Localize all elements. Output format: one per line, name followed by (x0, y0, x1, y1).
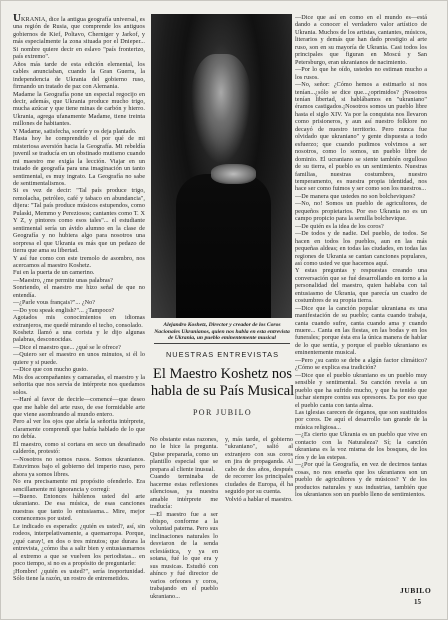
paragraph: —Haré al favor de decirle—comencé—que deseo que me hable del arte ruso, de ese formidable arte que viene asombrando al mundo entero. (13, 396, 145, 419)
paragraph: y, más tarde, el gobierno "ukraniano", salió al extranjero con sus coros en jira de propaganda. Al cabo de dos años, después de recorrer los principales ciudades de Europa, él ha seguido por su cuenta. (225, 436, 293, 496)
paragraph: Cuando terminaba de hacerme estas reflexiones silenciosas, ya nuestra amable intérprete me traducía: (150, 473, 218, 511)
paragraph: Agotados mis conocimientos en idiomas extranjeros, me quedé mirando el techo, consolado. (13, 314, 145, 329)
portrait-photo (151, 14, 292, 318)
photo-caption: Alejandro Koshetz, Director y creador de los Coros Nacionales Ukranianos, quien nos habla en esta entrevista de Ukrania, un pueblo eminentemente musical (154, 322, 290, 342)
paragraph: ¡Hombre! ¿quién es usted?", sería inoportunidad. Sólo tiene la razón, un rostro de entremetidos. (13, 567, 145, 582)
paragraph: Koshetz llamó a una corista y le dijo algunas palabras, desconocidas. (13, 329, 145, 344)
drop-cap: U (13, 14, 21, 24)
paragraph: —Dice que la canción popular ukraniana es una manifestación de su pueblo; canta cuando trabaja, canta cuando sufre, canta cuando ama y cuando muere... Canta en las fiestas, en las bodas y en los funerales; porque ésta era la única manera de hablar de lo que sentía, y porque el pueblo ukraniano es eminentemente musical. (295, 304, 427, 357)
paragraph: Mis dos acompañantes y camaradas, el maestro y la señorita que nos servía de intérprete nos quedamos solos. (13, 373, 145, 396)
paragraph: —¿Parle vous français?"... ¿No? (13, 299, 96, 307)
portrait-body (176, 174, 271, 318)
paragraph: —No, no! Somos un pueblo de agricultores, de pequeños propietarios. Por eso Ukrania no es un campo propicio para la semilla bolchevique. (295, 200, 427, 223)
middle-left-text-column (150, 436, 218, 606)
paragraph: —Nosotros no somos rusos. Somos ukranianos. Estuvimos bajo el gobierno del imperio ruso, pero ahora ya somos libres. (13, 455, 145, 478)
paragraph: Le indicado es esperado: ¿quién es usted?, así, sin rodeos, interpelativamente, a quemarropa. Porque, ¿qué caray!, en dos o tres minutos; que durara la entrevista, ¿cómo iba a salir bien y entusiasmarnos al extremo a que se vuelven los periodistas... en poco tiempo, si no es a propósito de preguntarle: (13, 522, 145, 568)
paragraph: Madame la Geografía pone un especial regocijo en decir, además, que Ukrania produce mucho trigo, mucha azúcar y que tiene minas de carbón y hierro. Ukrania, agrega ufanamente Madame, tiene treinta millones de habitantes. (13, 90, 145, 128)
paragraph: UKRANIA, dice la antigua geografía universal, es una región de Rusia, que comprende los antiguos gobiernos de Kief, Poltavo, Cherniger y Jarkof, y más especialmente la zona situada por el Dnieper... Si nombre quiere decir en eslavo "país fronterizo, país extremo". (13, 14, 145, 61)
paragraph: —Do you speak english?"... ¿Tampoco? (13, 306, 115, 314)
divider (154, 343, 290, 344)
paragraph: Y estas preguntas y respuestas creando una conversación que se fué desarrollando en torno a la personalidad del maestro, quien hablaba con tal entusiasmo de Ukrania, que parecía un cuadro de costumbres de su propia tierra. (295, 267, 427, 305)
paragraph: —Quiero ser el maestro en unos minutos, si él lo quiere y si puede. (13, 351, 145, 366)
paragraph: —Dice que así en como en el mundo es—está dando a conocer el verdadero valor artístico de Ukrania. Muchos de los artistas, cantantes, músicos, literarios y demás que han dado prestigio al arte ruso, son en su mayoría de Ukrania. Casi todos los principales que figuran en Moscú y San Petersburgo, eran ukranianos de nacimiento. (295, 14, 427, 66)
paragraph: —Dice que el pueblo ukraniano es un pueblo muy sensible y sentimental. Su canción revela a un pueblo que ha sufrido mucho, y que ha tenido que luchar siempre contra sus opresores. Es por eso que el pueblo canta con tanta alma. (295, 371, 427, 409)
paragraph: —¿Es cierto que Ukrania es un pueblo que vive en contacto con la Naturaleza? Sí; la canción ukraniana es la voz misma de los bosques, de los ríos y de las estepas. (295, 431, 427, 461)
paragraph: —¿Por qué la Geografía, en vez de decirnos tantas cosas, no nos enseña que los ukranianos son un pueblo de agricultores y de músicos? Y de los productos naturales y sus industrias, también que los ukranianos son un pueblo lleno de sentimientos. (295, 461, 427, 498)
magazine-brand: JUBILO (400, 586, 432, 595)
article-headline: El Maestro Koshetz nos habla de su País Musical (150, 366, 295, 399)
paragraph: El maestro, como si cortara en seco un desafinado calderón, protestó: (13, 440, 145, 456)
paragraph: —De todos y de nadie. Del pueblo, de todos. Se hacen en todos los pueblos, aun en las más pequeñas aldeas; en todas las ciudades, en todas las regiones de Ukrania se cantan canciones populares, así como usted ve que hacemos aquí. (295, 230, 427, 267)
paragraph: Años más tarde de esta edición elemental, los cables anunciaban, cuando la Gran Guerra, la independencia de Ukrania del gobierno ruso, firmando un tratado de paz con Alemania. (13, 60, 145, 91)
paragraph: —Dice el maestro que... ¿qué se le ofrece? (13, 343, 121, 351)
paragraph: Las iglesias carecen de órganos, que son sustituidos por coros. De aquí el desarrollo tan grande de la música religiosa... (295, 409, 427, 431)
paragraph: —Por lo que he oído, ustedes no estiman mucho a los rusos. (295, 66, 427, 81)
paragraph: —No, señor: ¿Cómo hemos a estimarlo si nos tenían...¿sólo se dice que...¿oprimidos? ¡Nosotros tenían libertad, si hablábamos en "ukraniano" éramos castigados.¡Nosotros somos un pueblo libre hasta el siglo XIV. Ya por la conquista nos llevaron como prisioneros, y aun así nuestro folklore no decayó de nuestro territorio. Pero nunca fue olvidado que ukraniano" y gente dispuesta a todo esfuerzo; que cuando pudimos volvimos a ser nosotros, como lo somos, un pueblo libre de dominio. El ucraniano se siente también orgulloso de su tierra, el pueblo es un sentimiento. Nuestras familias, nuestras costumbres, nuestro temperamento, es nuestra propia identidad, nos hace ser como fuimos y ser como son los nuestros... (295, 81, 427, 193)
article-byline: POR JUBILO (192, 408, 253, 417)
right-text-column (295, 14, 427, 554)
paragraph: Si es vez de decir: "Tal país produce trigo, remolacha, petróleo, café y tabaco en abundancia", dijera: "Tal país produce músicos estupendos, como Pulaski, Memmo y Pereziosos; cantantes como T. X Y Z, y pintores como esos tales"... el estudiante sentimental sería un ávido alumno en la clase de Geografía y no hubiera algo para nosotros una sorpresa el que Ukrania es más que un pedazo de tierra que ama su libertad. (13, 187, 145, 255)
page-number: 15 (414, 598, 421, 606)
paragraph: Y Madame, satisfecha, sonríe y os deja plantado. (13, 127, 137, 135)
paragraph: Y así fue como con este tremolo de asombro, nos acercamos al maestro Koshetz. (13, 254, 145, 269)
paragraph: Sonriendo, el maestro me hizo señal de que no entendía. (13, 284, 145, 299)
paragraph: —Pero ¿su canto se debe a algún factor climático? ¿Cómo se explica esa tradición? (295, 356, 427, 372)
paragraph: Hasta hoy he comprendido el por qué de mi misteriosa aversión hacia la Geografía. Mi rebeldía juvenil se traducía en un obstinado mutismo cuando mi maestro me exigía la lección. Viajar en un tratado de geografía para una imaginación un tanto sentimental, es muy ingrato. La Geografía no sabe de sentimentalismos. (13, 135, 145, 187)
middle-right-text-column (225, 436, 293, 606)
portrait-face (191, 54, 251, 164)
paragraph: —Dice que con mucho gusto. (13, 366, 89, 374)
paragraph: —De quién es la idea de los coros? (295, 222, 384, 230)
paragraph: No obstante estas razones, no le hice la pregunta. Quise prepararla, como un plantillo especial que se prepara al cliente inusual. (150, 436, 218, 473)
section-label: NUESTRAS ENTREVISTAS (165, 350, 280, 359)
paragraph: —Bueno. Entonces háblenos usted del arte ukraniano. De esa música, de esas canciones nuestras que tanto lo entusiasma... Mire, mejor comencemos por usted. (13, 493, 145, 523)
paragraph: —De manera que ustedes no son bolcheviques? (295, 192, 416, 200)
paragraph: Volvió a hablar el maestro. (225, 495, 293, 503)
paragraph: Pero al ver los ojos que abría la señorita intérprete, claramente comprendí que había hablado de lo que no debía. (13, 418, 145, 441)
paragraph: —Maestro, ¿me permite unas palabras? (13, 276, 113, 284)
portrait-hand (211, 164, 256, 184)
paragraph: No era precisamente mi propósito ofenderlo. Era sencillamente mi ignorancia y corregí: (13, 478, 145, 493)
paragraph: Fui en la puerta de un camerino. (13, 269, 95, 277)
paragraph: —El maestro fue a ser obispo, conforme a la voluntad paterna. Pero sus inclinaciones naturales lo desviaron de la senda eclesiástica, y ya en sotana, fué lo que era y sus musicas. Estudió con ahínco y fué director de varios orfeones y coros, trabajando en el pueblo ukraniano... (150, 510, 218, 600)
left-text-column (13, 14, 145, 599)
